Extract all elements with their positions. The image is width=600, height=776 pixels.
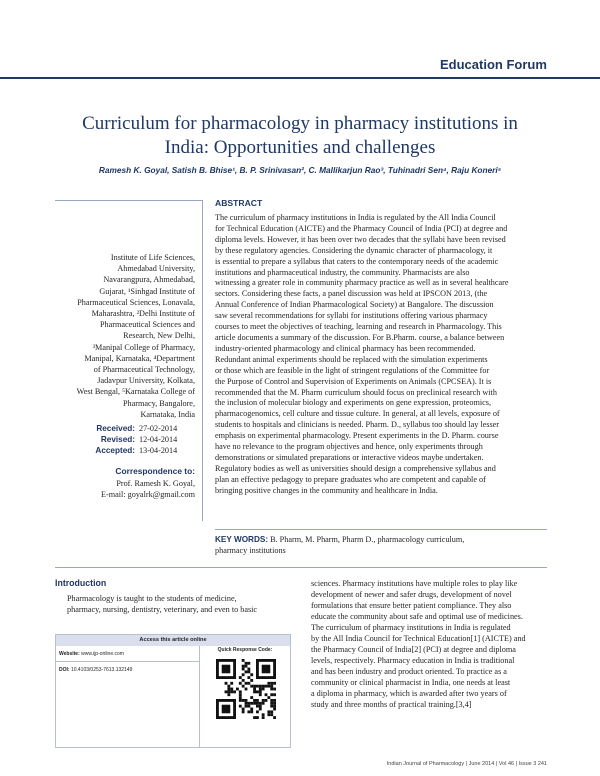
date-row bbox=[55, 423, 195, 434]
intro-line: Pharmacology is taught to the students of medicine, bbox=[67, 594, 237, 603]
keywords-label: KEY WORDS: bbox=[215, 535, 269, 544]
affiliation-line: Ahmedabad University, bbox=[117, 264, 195, 274]
website-label: Website: bbox=[59, 651, 80, 657]
intro-line: levels, respectively. Pharmacy education in India is traditional bbox=[311, 656, 515, 665]
abstract-line: demonstrations or simulated preparations or interactive videos maybe undertaken. bbox=[215, 452, 484, 462]
date-row bbox=[55, 445, 195, 456]
date-value: 12-04-2014 bbox=[139, 435, 178, 444]
introduction-left-column bbox=[55, 593, 287, 615]
abstract-line: for Technical Education (AICTE) and the Pharmacy Council of India (PCI) at degree and bbox=[215, 223, 508, 233]
abstract-line: witnessing a greater role in community pharmacy practice as well as in several healthcare bbox=[215, 278, 509, 288]
affiliations bbox=[55, 252, 195, 420]
affiliation-line: Pharmaceutical Sciences, Lonavala, bbox=[77, 297, 195, 307]
date-label: Revised: bbox=[100, 435, 135, 444]
intro-line: and has been industry and product oriented. To practice as a bbox=[311, 667, 507, 676]
title-line: Curriculum for pharmacology in pharmacy institutions in bbox=[82, 113, 518, 134]
intro-line: a diploma in pharmacy, which is awarded after two years of bbox=[311, 689, 507, 698]
intro-line: community or clinical pharmacist in India, one needs at least bbox=[311, 678, 511, 687]
abstract-line: the inclusion of molecular biology and experiments on gene expression, proteomics, bbox=[215, 398, 492, 408]
intro-line: The curriculum of pharmacy institutions in India is regulated bbox=[311, 623, 511, 632]
introduction-heading: Introduction bbox=[55, 578, 107, 588]
keywords-rule bbox=[215, 529, 547, 530]
affiliation-line: of Pharmaceutical Technology, bbox=[93, 365, 195, 375]
intro-line: by the All India Council for Technical Education[1] (AICTE) and bbox=[311, 634, 526, 643]
affiliation-line: West Bengal, ⁵Karnataka College of bbox=[76, 387, 195, 397]
abstract-line: diploma levels. However, it has been over two decades that the syllabi have been revised bbox=[215, 234, 506, 244]
intro-line: pharmacy, nursing, dentistry, veterinary, and even to basic bbox=[67, 605, 258, 614]
abstract-line: have no relevance to the program objectives and hence, only experiments through bbox=[215, 442, 483, 452]
article-title bbox=[40, 112, 560, 160]
date-label: Accepted: bbox=[95, 446, 135, 455]
correspondence-email[interactable]: E-mail: goyalrk@gmail.com bbox=[101, 490, 195, 499]
correspondence-heading: Correspondence to: bbox=[115, 466, 195, 476]
qr-label: Quick Response Code: bbox=[217, 647, 273, 653]
affiliation-line: Maharashtra, ²Delhi Institute of bbox=[91, 309, 195, 319]
access-article-box bbox=[55, 634, 291, 748]
abstract-body bbox=[215, 213, 547, 497]
abstract-line: sectors. Considering these facts, a panel discussion was held at IPSCON 2013, (the bbox=[215, 289, 488, 299]
section-rule bbox=[55, 567, 547, 568]
website-link[interactable]: www.ijp-online.com bbox=[81, 651, 124, 657]
divider bbox=[56, 661, 199, 662]
abstract-line: pharmacogenomics, cell culture and tissue culture. In general, at all levels, exposure of bbox=[215, 409, 500, 419]
affiliation-line: Pharmacy, Bangalore, bbox=[123, 398, 195, 408]
abstract-line: is essential to prepare a syllabus that caters to the contemporary needs of the academic bbox=[215, 256, 499, 266]
intro-line: formulations that ensure better patient compliance. They also bbox=[311, 601, 512, 610]
abstract-line: bringing positive changes in the community and healthcare in India. bbox=[215, 485, 438, 495]
affiliation-line: Jadavpur University, Kolkata, bbox=[97, 376, 195, 386]
abstract-line: industry-oriented pharmacology and clinical pharmacy has been recommended. bbox=[215, 343, 476, 353]
abstract-line: by these regulatory agencies. Considering the dynamic character of pharmacology, it bbox=[215, 245, 493, 255]
date-value: 27-02-2014 bbox=[139, 424, 178, 433]
header-rule bbox=[0, 77, 600, 79]
date-value: 13-04-2014 bbox=[139, 446, 178, 455]
abstract-line: institutions and pharmaceutical industry, the community. Pharmacists are also bbox=[215, 267, 470, 277]
intro-line: educate the community about safe and optimal use of medicines. bbox=[311, 612, 523, 621]
keywords-text: pharmacy institutions bbox=[215, 546, 286, 555]
qr-code-icon[interactable] bbox=[216, 659, 276, 719]
affiliation-line: Gujarat, ¹Sinhgad Institute of bbox=[99, 286, 195, 296]
date-row bbox=[55, 434, 195, 445]
abstract-line: plan an effective pedagogy to prepare graduates who are competent and capable of bbox=[215, 474, 486, 484]
abstract-line: article documents a summary of the discussion. For B.Pharm. course, a balance between bbox=[215, 332, 505, 342]
intro-line: the Pharmacy Council of India[2] (PCI) at degree and diploma bbox=[311, 645, 516, 654]
abstract-line: or those which are feasible in the light of stringent regulations of the Committee for bbox=[215, 365, 490, 375]
keywords-text: B. Pharm, M. Pharm, Pharm D., pharmacology curriculum, bbox=[270, 535, 465, 544]
abstract-line: Annual Conference of Indian Pharmacological Society) at Bangalore. The discussion bbox=[215, 300, 494, 310]
keywords bbox=[215, 534, 547, 556]
abstract-line: saw several recommendations for syllabi for institutions offering various pharmacy bbox=[215, 311, 488, 321]
access-box-details bbox=[56, 646, 200, 747]
abstract-line: students to hospitals and clinicians is needed. Pharm. D., syllabus too should lay lesser bbox=[215, 420, 500, 430]
correspondence-details bbox=[55, 478, 195, 500]
affiliation-line: Research, New Delhi, bbox=[123, 331, 195, 341]
abstract-line: The curriculum of pharmacy institutions in India is regulated by the All India Council bbox=[215, 213, 496, 222]
correspondence-name: Prof. Ramesh K. Goyal, bbox=[116, 479, 195, 488]
page-footer: Indian Journal of Pharmacology | June 2014 | Vol 46 | Issue 3 241 bbox=[386, 761, 547, 767]
abstract-line: the Purpose of Control and Supervision of Experiments on Animals (CPCSEA). It is bbox=[215, 376, 492, 386]
affiliation-line: ³Manipal College of Pharmacy, bbox=[92, 342, 195, 352]
affiliation-line: Karnataka, India bbox=[140, 409, 195, 419]
affiliation-line: Institute of Life Sciences, bbox=[110, 253, 195, 262]
affiliation-line: Navarangpura, Ahmedabad, bbox=[103, 275, 195, 285]
article-dates bbox=[55, 423, 195, 456]
intro-line: study and three months of practical training.[3,4] bbox=[311, 700, 472, 709]
author-list: Ramesh K. Goyal, Satish B. Bhise¹, B. P. Srinivasan², C. Mallikarjun Rao³, Tuhinadri Sen⁴, Raju Koneri⁵ bbox=[98, 165, 502, 175]
section-label: Education Forum bbox=[440, 57, 547, 72]
abstract-line: Regulatory bodies as well as universities should design a comprehensive syllabus and bbox=[215, 463, 496, 473]
abstract-line: Redundant animal experiments should be replaced with the simulation experiments bbox=[215, 354, 488, 364]
affiliation-line: Pharmaceutical Sciences and bbox=[99, 320, 195, 330]
abstract-line: courses to meet the objectives of teaching, learning and research in Pharmacology. This bbox=[215, 322, 502, 332]
abstract-line: emphasis on experimental pharmacology. Present experiments in the D. Pharm. course bbox=[215, 431, 499, 441]
access-box-heading: Access this article online bbox=[56, 635, 290, 646]
abstract-line: recommended that the M. Pharm curriculum should focus on preclinical research with bbox=[215, 387, 497, 397]
doi-label: DOI: bbox=[59, 667, 70, 673]
doi-link[interactable]: 10.4103/0253-7613.132149 bbox=[70, 667, 133, 673]
intro-line: sciences. Pharmacy institutions have multiple roles to play like bbox=[311, 579, 518, 588]
abstract-heading: ABSTRACT bbox=[215, 198, 263, 208]
title-line: India: Opportunities and challenges bbox=[164, 137, 436, 158]
doi-row bbox=[56, 667, 199, 673]
introduction-right-column bbox=[311, 578, 547, 710]
affiliation-line: Manipal, Karnataka, ⁴Department bbox=[84, 353, 195, 363]
date-label: Received: bbox=[96, 424, 135, 433]
intro-line: development of newer and safer drugs, development of novel bbox=[311, 590, 512, 599]
website-row bbox=[56, 651, 199, 657]
